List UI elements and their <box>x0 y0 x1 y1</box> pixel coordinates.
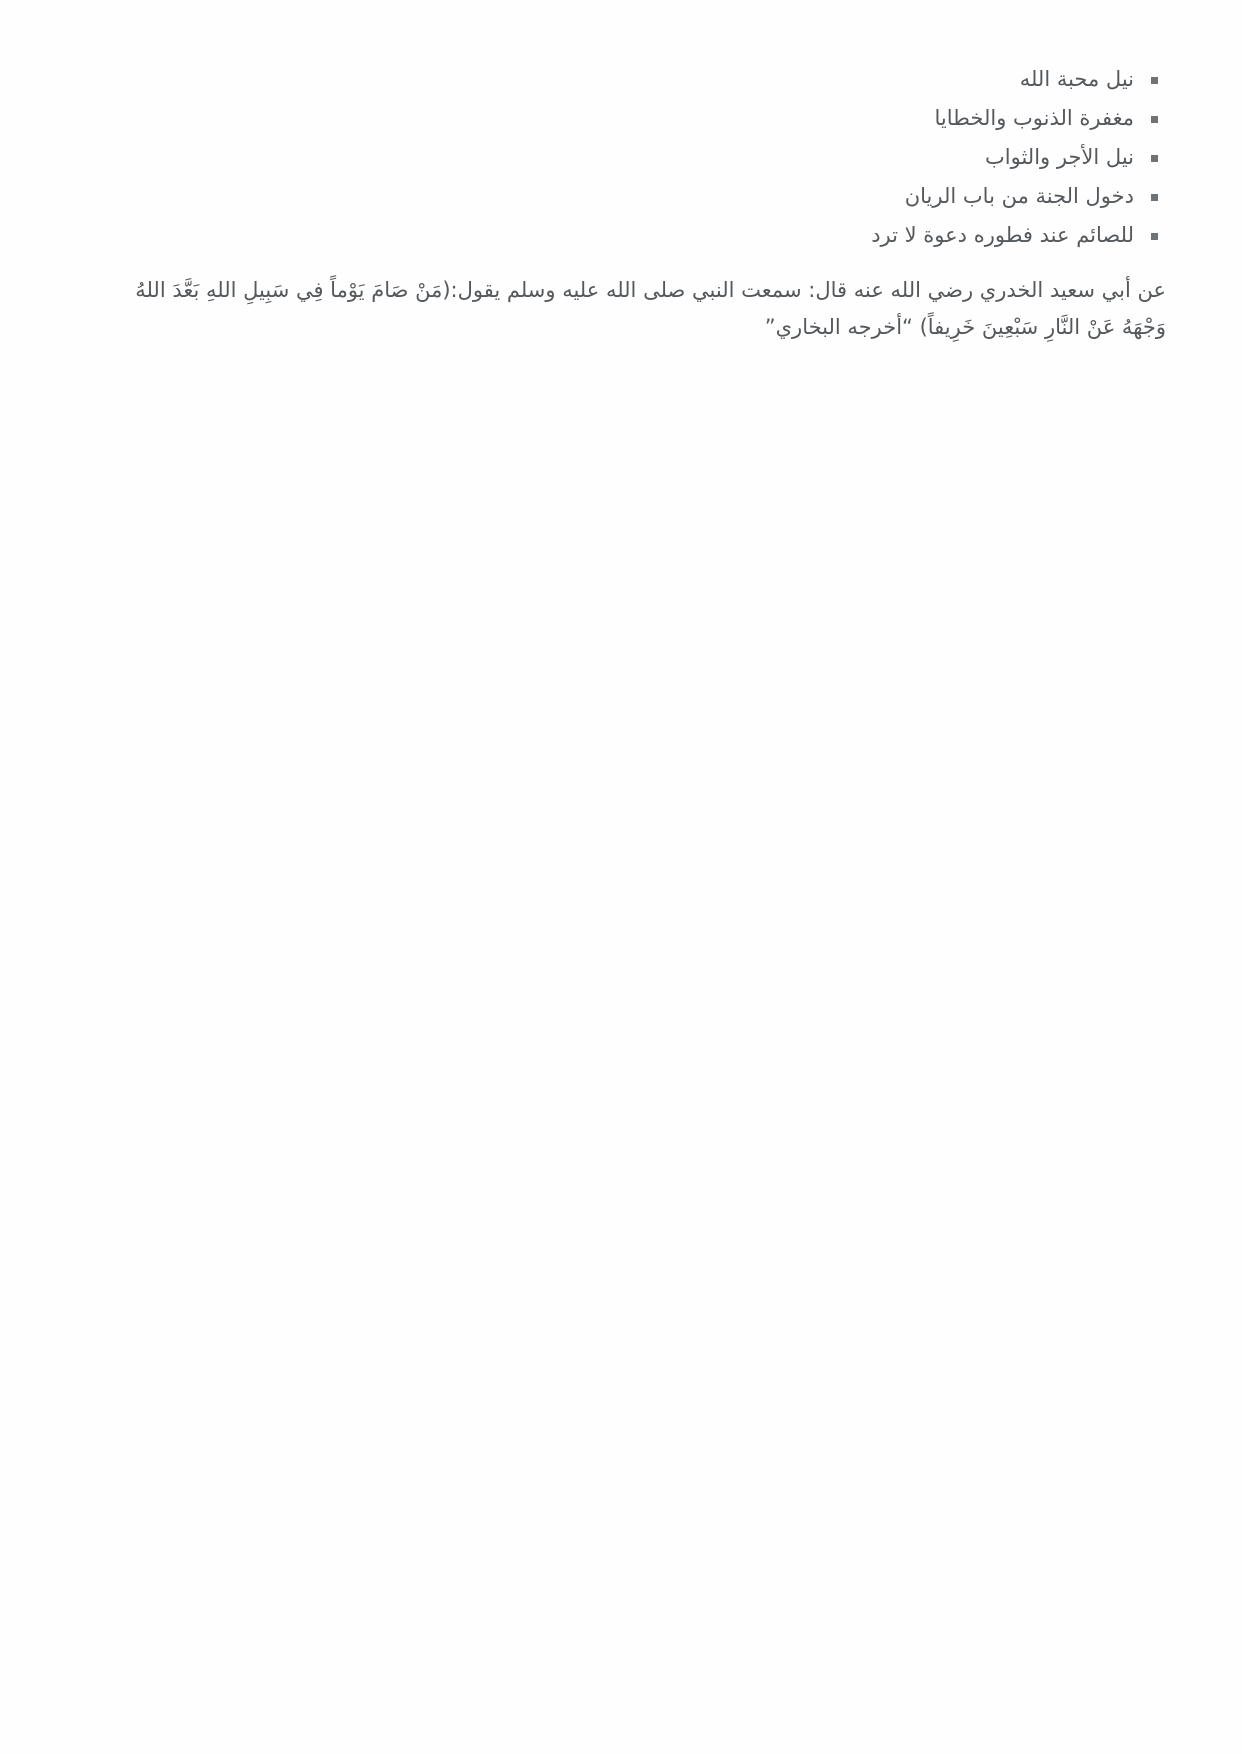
list-item-text: دخول الجنة من باب الريان <box>904 184 1134 208</box>
document-page <box>98 0 1166 1754</box>
hadith-paragraph: عن أبي سعيد الخدري رضي الله عنه قال: سمعت النبي صلى الله عليه وسلم يقول:(مَنْ صَامَ يَوْماً فِي سَبِيلِ اللهِ بَعَّدَ اللهُ وَجْهَهُ عَنْ النَّارِ سَبْعِينَ خَرِيفاً) “أخرجه البخاري” <box>135 278 1166 339</box>
square-bullet-icon <box>1151 194 1158 201</box>
list-item <box>98 60 1166 99</box>
list-item <box>98 177 1166 216</box>
list-item-text: مغفرة الذنوب والخطايا <box>934 106 1134 130</box>
list-item-text: نيل الأجر والثواب <box>985 145 1134 169</box>
square-bullet-icon <box>1151 233 1158 240</box>
square-bullet-icon <box>1151 155 1158 162</box>
square-bullet-icon <box>1151 77 1158 84</box>
list-item <box>98 99 1166 138</box>
list-item <box>98 216 1166 255</box>
list-item <box>98 138 1166 177</box>
list-item-text: للصائم عند فطوره دعوة لا ترد <box>871 223 1134 247</box>
benefits-list <box>98 60 1166 255</box>
list-item-text: نيل محبة الله <box>1019 67 1134 91</box>
square-bullet-icon <box>1151 116 1158 123</box>
